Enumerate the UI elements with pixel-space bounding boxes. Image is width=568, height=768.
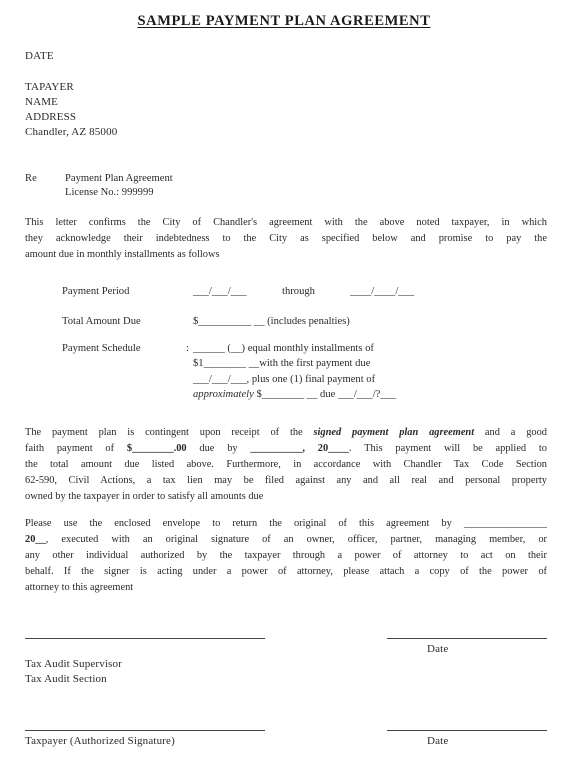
intro-paragraph xyxy=(25,215,547,263)
date-field: DATE xyxy=(25,50,54,62)
para-line: attorney to this agreement xyxy=(25,582,134,593)
re-label: Re xyxy=(25,173,37,184)
return-instructions-paragraph xyxy=(25,516,547,596)
supervisor-section: Tax Audit Section xyxy=(25,673,107,685)
supervisor-title: Tax Audit Supervisor xyxy=(25,658,122,670)
contingency-paragraph xyxy=(25,425,547,505)
total-amount-label: Total Amount Due xyxy=(62,316,141,327)
payment-schedule-colon: : xyxy=(186,343,189,354)
schedule-line: $1________ __with the first payment due xyxy=(193,358,371,369)
approximately-text: approximately xyxy=(193,389,254,400)
para-line: The payment plan is contingent upon receipt of the signed payment plan agreement and a good xyxy=(25,427,547,438)
date-label: Date xyxy=(427,735,449,747)
para-line: 62-590, Civil Actions, a tax lien may be filed against any and all real and personal property xyxy=(25,475,547,486)
para-line: the total amount due listed above. Furthermore, in accordance with Chandler Tax Code Section xyxy=(25,459,547,470)
payment-period-label: Payment Period xyxy=(62,286,130,297)
schedule-line: ___/___/___, plus one (1) final payment of xyxy=(193,374,376,385)
para-line: behalf. If the signer is acting under a power of attorney, please attach a copy of the power of xyxy=(25,566,547,577)
re-license: License No.: 999999 xyxy=(65,187,154,198)
address-line: Chandler, AZ 85000 xyxy=(25,126,118,138)
schedule-line: ______ (__) equal monthly installments of xyxy=(193,343,374,354)
taxpayer-signature-label: Taxpayer (Authorized Signature) xyxy=(25,735,175,747)
schedule-line xyxy=(193,388,396,402)
date-signature-line xyxy=(387,638,547,639)
total-amount-value: $__________ __ (includes penalties) xyxy=(193,316,350,327)
payment-schedule-label: Payment Schedule xyxy=(62,343,141,354)
address-line: ADDRESS xyxy=(25,111,77,123)
address-line: TAPAYER xyxy=(25,81,74,93)
intro-line: This letter confirms the City of Chandler's agreement with the above noted taxpayer, in which xyxy=(25,217,547,228)
date-label: Date xyxy=(427,643,449,655)
intro-line: amount due in monthly installments as follows xyxy=(25,249,220,260)
intro-line: they acknowledge their indebtedness to the City as specified below and promise to pay the xyxy=(25,233,547,244)
payment-period-end: ____/____/___ xyxy=(350,286,415,297)
para-line: 20__, executed with an original signature of an owner, officer, partner, managing member, or xyxy=(25,534,547,545)
para-line: faith payment of $________.00 due by __________, 20____. This payment will be applied to xyxy=(25,443,548,454)
supervisor-signature-line xyxy=(25,638,265,639)
taxpayer-signature-line xyxy=(25,730,265,731)
re-subject: Payment Plan Agreement xyxy=(65,173,173,184)
para-line: owned by the taxpayer in order to satisfy all amounts due xyxy=(25,491,264,502)
approximate-amount: $________ __ due ___/___/?___ xyxy=(253,389,397,400)
date-signature-line xyxy=(387,730,547,731)
para-line: Please use the enclosed envelope to return the original of this agreement by ________________ xyxy=(25,518,547,529)
para-line: any other individual authorized by the taxpayer through a power of attorney to act on their xyxy=(25,550,547,561)
payment-period-start: ___/___/___ xyxy=(193,286,247,297)
page-title: SAMPLE PAYMENT PLAN AGREEMENT xyxy=(137,13,431,29)
payment-period-through: through xyxy=(282,286,315,297)
address-line: NAME xyxy=(25,96,58,108)
